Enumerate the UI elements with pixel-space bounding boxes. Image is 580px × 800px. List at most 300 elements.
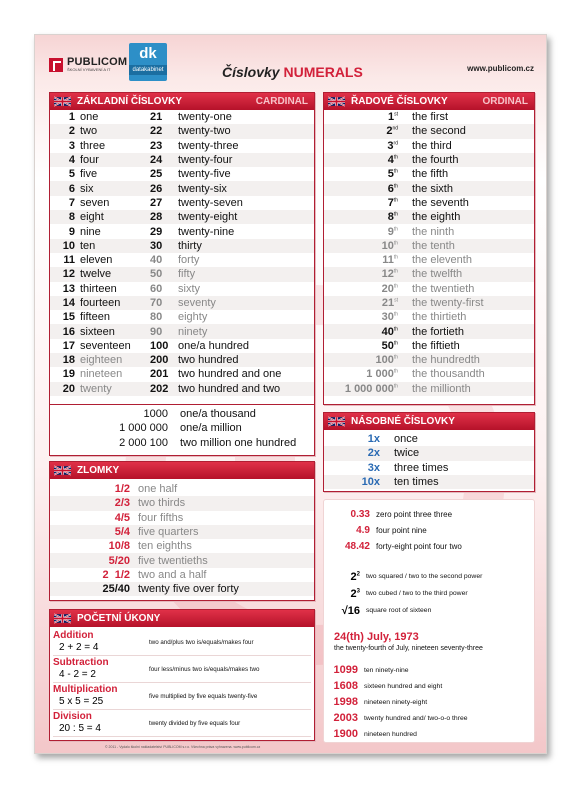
ordinal-num [324,268,398,280]
ordinal-word: the eighth [412,211,461,224]
cardinal-word: twenty-three [178,139,239,152]
ordinal-word: the second [412,125,466,138]
operation-expr: 20 : 5 = 4 [59,723,101,734]
decimal-num: 0.33 [350,508,370,520]
ordinal-num [324,311,398,323]
table-row [50,253,314,267]
big-word: one/a million [180,422,242,435]
ordinal-word: the ninth [412,225,455,238]
operations-panel [49,609,315,741]
date-block [324,619,534,652]
table-row [50,181,314,195]
fraction-num: 5/20 [108,554,130,567]
cardinal-word: twenty-six [178,182,227,195]
brand-tag: ŠKOLNÍ VYBAVENÍ A IT [67,67,111,72]
cardinal-num: 1 [68,111,75,124]
cardinal-num: 200 [150,354,169,367]
cardinal-num: 40 [150,254,163,267]
big-num: 2 000 100 [119,436,168,449]
year-word: nineteen ninety-eight [364,698,428,706]
ordinal-word: the thirtieth [412,311,467,324]
ordinal-num-value: 6 [387,182,394,195]
operations-title: POČETNÍ ÚKONY [77,613,161,624]
cardinal-word: ninety [178,325,208,338]
table-row [50,167,314,181]
table-row [324,296,534,310]
uk-flag-icon [54,613,71,624]
table-row [50,296,314,310]
cardinal-word: three [80,139,106,152]
ordinal-word: the first [412,111,449,124]
fractions-panel [49,461,315,601]
table-row [50,582,314,596]
ordinal-word: the fortieth [412,325,464,338]
cardinal-num: 16 [62,325,75,338]
operation-row [53,629,311,656]
decimals-list [324,500,534,554]
info-box [323,499,535,743]
cardinal-word: two [80,125,98,138]
multiple-num: 3x [367,461,380,474]
table-row [324,310,534,324]
table-row [50,224,314,238]
fraction-word: two thirds [138,497,186,510]
ordinal-suffix: th [393,354,398,361]
fractions-list [50,479,314,596]
cardinal-word: sixteen [80,325,115,338]
date-example: 24(th) July, 1973 [334,631,419,643]
multiple-word: once [394,433,418,446]
ordinal-suffix: th [393,325,398,332]
table-row [50,282,314,296]
cardinal-num: 15 [62,311,75,324]
cardinal-num: 28 [150,211,163,224]
fractions-header [50,462,314,479]
ordinal-header [324,93,534,110]
cardinal-num: 80 [150,311,163,324]
footer-text: © 2011 - Vydalo školní nakladatelství PUBLICOM s.r.o. Všechna práva vyhrazena. www.publicom.cz [105,745,261,749]
table-row [324,210,534,224]
cardinal-word: eighty [178,311,208,324]
table-row [50,539,314,553]
year-row [324,662,534,678]
power-word: two squared / two to the second power [366,573,483,580]
decimal-row [324,522,534,538]
cardinal-word: seventeen [80,339,131,352]
ordinal-num-value: 5 [387,168,394,181]
ordinal-num [324,254,398,266]
power-expr [324,571,366,583]
table-row [324,324,534,338]
table-row [324,181,534,195]
ordinal-num [324,111,398,123]
year-word: twenty hundred and/ two-o-o three [364,714,468,722]
ordinal-suffix: rd [393,140,398,147]
fraction-num: 5/4 [114,526,130,539]
cardinal-word: twelve [80,268,112,281]
cardinal-word: two hundred [178,354,239,367]
year-num: 1998 [333,696,358,708]
table-row [324,224,534,238]
ordinal-num-value: 3 [387,139,394,152]
ordinal-num-value: 1 [387,111,395,124]
cardinal-word: twenty [80,382,112,395]
table-row [50,153,314,167]
ordinal-num-value: 1 000 000 [344,382,394,395]
table-row [50,367,314,381]
cardinal-word: five [80,168,98,181]
table-row [50,436,314,450]
ordinal-num [324,297,398,309]
table-row [50,353,314,367]
operation-text: four less/minus two is/equals/makes two [149,665,260,673]
cardinal-word: one [80,111,99,124]
ordinal-word: the sixth [412,182,453,195]
operation-row [53,683,311,710]
power-row [324,585,534,602]
cardinal-word: twenty-seven [178,196,243,209]
cardinal-num: 12 [62,268,75,281]
table-row [324,367,534,381]
ordinal-num-value: 10 [381,239,394,252]
table-row [50,568,314,582]
power-row [324,602,534,619]
cardinal-num: 14 [62,297,75,309]
cardinal-word: thirty [178,239,202,252]
cardinal-word: thirteen [80,282,117,295]
title-cz: Číslovky [222,64,280,80]
cardinal-word: twenty-four [178,154,233,167]
operation-row [53,656,311,683]
ordinal-suffix: nd [392,125,398,132]
fraction-word: two and a half [138,568,207,581]
cardinal-num: 3 [68,139,75,152]
operation-label: Addition [53,630,94,641]
big-num: 1 000 000 [119,422,168,435]
ordinal-suffix: th [393,283,398,290]
big-word: one/a thousand [180,408,256,421]
ordinal-num [324,140,398,152]
table-row [324,339,534,353]
cardinal-word: nineteen [80,368,123,381]
table-row [324,153,534,167]
table-row [324,382,534,396]
ordinal-suffix: st [394,111,398,118]
multiples-header [324,413,534,430]
ordinal-tag: ORDINAL [482,96,528,107]
table-row [324,446,534,460]
cardinal-word: nine [80,225,101,238]
multiples-panel [323,412,535,492]
ordinal-num-value: 50 [381,339,394,352]
ordinal-word: the third [412,139,452,152]
ordinal-panel [323,92,535,405]
power-base: √16 [341,604,360,617]
cardinal-num: 90 [150,325,163,338]
ordinal-word: the hundredth [412,354,480,367]
operation-expr: 4 - 2 = 2 [59,669,96,680]
ordinal-num-value: 7 [387,196,394,209]
fraction-word: five twentieths [138,554,208,567]
fraction-word: one half [138,483,178,496]
ordinal-num-value: 4 [387,154,394,167]
ordinal-suffix: th [393,154,398,161]
ordinal-num-value: 1 000 [366,368,394,381]
cardinal-word: fourteen [80,297,121,309]
table-row [50,310,314,324]
table-row [50,482,314,496]
operation-label: Multiplication [53,684,118,695]
cardinal-num: 10 [62,239,75,252]
decimal-word: forty-eight point four two [376,541,462,551]
fraction-word: ten eighths [138,540,192,553]
fraction-num: 1/2 [114,483,130,496]
date-text: the twenty-fourth of July, nineteen seventy-three [334,645,483,652]
cardinal-word: eleven [80,254,113,267]
cardinal-num: 9 [68,225,75,238]
ordinal-word: the eleventh [412,254,472,267]
ordinal-num-value: 40 [381,325,394,338]
cardinal-word: one/a hundred [178,339,249,352]
table-row [50,239,314,253]
cardinal-word: seventy [178,297,216,309]
ordinal-num [324,354,398,366]
table-row [50,407,314,421]
decimal-row [324,538,534,554]
power-exp: 2 [356,570,360,577]
uk-flag-icon [328,416,345,427]
year-word: nineteen hundred [364,730,417,738]
ordinal-num [324,168,398,180]
table-row [50,324,314,338]
ordinal-suffix: th [393,254,398,261]
table-row [324,139,534,153]
uk-flag-icon [328,96,345,107]
cardinal-word: twenty-nine [178,225,235,238]
ordinal-suffix: th [393,182,398,189]
year-num: 1099 [333,664,358,676]
year-num: 2003 [333,712,358,724]
cardinal-num: 60 [150,282,163,295]
cardinal-word: two hundred and one [178,368,282,381]
table-row [50,553,314,567]
ordinal-suffix: th [393,197,398,204]
datakabinet-logo [129,43,167,81]
cardinal-word: eight [80,211,104,224]
ordinal-suffix: th [393,168,398,175]
uk-flag-icon [54,96,71,107]
ordinal-num [324,211,398,223]
operation-text: two and/plus two is/equals/makes four [149,638,254,646]
operation-text: twenty divided by five equals four [149,719,241,727]
cardinal-word: six [80,182,94,195]
year-num: 1900 [333,728,358,740]
ordinal-num [324,125,398,137]
table-row [50,210,314,224]
table-row [324,353,534,367]
year-word: ten ninety-nine [364,666,409,674]
power-row [324,568,534,585]
cardinal-tag: CARDINAL [255,96,308,107]
fraction-num: 10/8 [108,540,130,553]
operation-label: Subtraction [53,657,109,668]
year-row [324,726,534,742]
cardinal-num: 50 [150,268,163,281]
operation-row [53,710,311,737]
table-row [50,496,314,510]
fraction-num: 2/3 [114,497,130,510]
dk-name: datakabinet [129,65,167,75]
cardinal-num: 23 [150,139,163,152]
table-row [50,511,314,525]
cardinal-num: 26 [150,182,163,195]
table-row [324,432,534,446]
ordinal-suffix: st [394,297,398,304]
title-en: NUMERALS [283,64,363,80]
ordinal-num [324,154,398,166]
operations-header [50,610,314,627]
cardinal-panel [49,92,315,405]
cardinal-num: 17 [62,339,75,352]
multiple-word: twice [394,447,420,460]
cardinal-num: 29 [150,225,163,238]
power-base: 2 [350,570,357,583]
power-word: two cubed / two to the third power [366,590,468,597]
table-row [50,525,314,539]
operation-left [53,684,141,708]
cardinal-word: sixty [178,282,200,295]
page-title [222,64,363,80]
publicom-logo [49,57,127,72]
ordinal-list [324,110,534,396]
multiples-list [324,430,534,489]
cardinal-num: 7 [68,196,75,209]
multiple-word: three times [394,461,449,474]
operation-label: Division [53,711,92,722]
cardinal-title: ZÁKLADNÍ ČÍSLOVKY [77,96,182,107]
ordinal-num [324,197,398,209]
cardinal-num: 21 [150,111,163,124]
year-row [324,694,534,710]
cardinal-word: twenty-one [178,111,232,124]
power-expr [324,588,366,600]
operation-left [53,630,141,654]
cardinal-num: 20 [62,382,75,395]
ordinal-num [324,326,398,338]
ordinal-word: the twentieth [412,282,475,295]
big-numbers-box [49,405,315,456]
multiples-title: NÁSOBNÉ ČÍSLOVKY [351,416,455,427]
cardinal-num: 8 [68,211,75,224]
ordinal-num-value: 21 [381,297,395,309]
power-expr [324,605,366,617]
table-row [50,382,314,396]
cardinal-word: fifty [178,268,196,281]
cardinal-word: four [80,154,99,167]
power-word: square root of sixteen [366,607,432,614]
ordinal-suffix: th [393,368,398,375]
cardinal-num: 27 [150,196,163,209]
ordinal-num [324,240,398,252]
table-row [50,421,314,435]
cardinal-word: fifteen [80,311,110,324]
ordinal-word: the tenth [412,239,455,252]
ordinal-num [324,368,398,380]
fraction-word: five quarters [138,526,199,539]
ordinal-word: the thousandth [412,368,485,381]
ordinal-suffix: th [393,268,398,275]
cardinal-num: 2 [68,125,75,138]
numerals-sheet [34,34,547,754]
cardinal-header [50,93,314,110]
operation-text: five multiplied by five equals twenty-five [149,692,258,700]
ordinal-num-value: 20 [381,282,394,295]
ordinal-num-value: 30 [381,311,394,324]
power-base: 2 [350,587,357,600]
table-row [324,196,534,210]
ordinal-title: ŘADOVÉ ČÍSLOVKY [351,96,448,107]
cardinal-num: 100 [150,339,169,352]
cardinal-num: 30 [150,239,163,252]
big-word: two million one hundred [180,436,297,449]
fractions-title: ZLOMKY [77,465,120,476]
table-row [324,124,534,138]
ordinal-suffix: th [393,311,398,318]
ordinal-word: the twelfth [412,268,463,281]
ordinal-word: the fourth [412,154,459,167]
table-row [324,461,534,475]
ordinal-num-value: 11 [382,254,394,267]
cardinal-word: seven [80,196,110,209]
years-list [324,652,534,742]
ordinal-suffix: th [393,211,398,218]
ordinal-num [324,226,398,238]
ordinal-word: the millionth [412,382,471,395]
ordinal-suffix: th [393,383,398,390]
operation-expr: 5 x 5 = 25 [59,696,104,707]
cardinal-num: 202 [150,382,169,395]
cardinal-word: twenty-two [178,125,231,138]
table-row [50,139,314,153]
ordinal-suffix: th [393,225,398,232]
table-row [324,253,534,267]
cardinal-list [50,110,314,396]
cardinal-num: 24 [150,154,163,167]
sheet-header [35,35,547,91]
power-exp: 3 [356,587,360,594]
cardinal-num: 5 [68,168,75,181]
ordinal-num-value: 100 [375,354,394,367]
ordinal-num-value: 2 [386,125,393,138]
operation-expr: 2 + 2 = 4 [59,642,99,653]
table-row [50,339,314,353]
publicom-logo-icon [49,58,63,72]
cardinal-word: forty [178,254,200,267]
table-row [324,475,534,489]
year-num: 1608 [333,680,358,692]
cardinal-num: 22 [150,125,163,138]
multiple-num: 10x [361,476,380,489]
table-row [50,124,314,138]
operations-list [50,627,314,737]
cardinal-num: 19 [62,368,75,381]
cardinal-word: two hundred and two [178,382,281,395]
year-row [324,710,534,726]
cardinal-num: 13 [62,282,75,295]
cardinal-num: 201 [150,368,169,381]
decimal-word: zero point three three [376,509,453,519]
cardinal-num: 18 [62,354,75,367]
